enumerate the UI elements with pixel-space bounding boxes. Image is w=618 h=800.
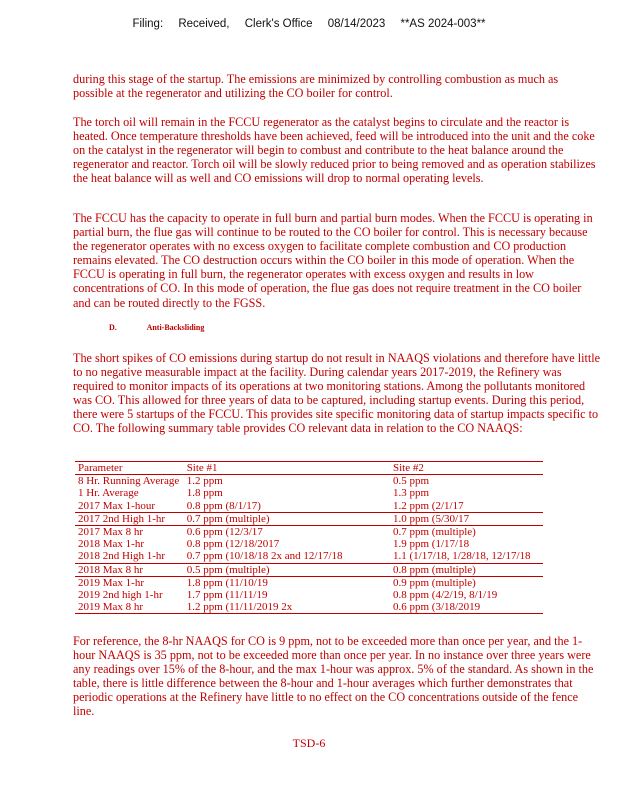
row-site-2: 1.0 ppm (5/30/17 bbox=[390, 512, 543, 525]
row-site-1: 0.8 ppm (8/1/17) bbox=[186, 499, 261, 512]
table-row bbox=[75, 475, 543, 488]
row-parameter: 8 Hr. Running Average bbox=[78, 475, 180, 488]
paragraph-5 bbox=[73, 634, 601, 719]
row-site-1: 1.7 ppm (11/11/19 bbox=[186, 589, 268, 602]
table-row bbox=[75, 563, 543, 576]
table-row bbox=[75, 589, 543, 601]
row-site-1: 0.7 ppm (multiple) bbox=[184, 512, 390, 525]
paragraph-text: The torch oil will remain in the FCCU regenerator as the catalyst begins to circulate and the reactor is heated. Once temperature thresholds have been achieved, feed will be introduced into the unit and the coke on the catalyst in the regenerator will begin to combust and contribute to the heat balance around the regenerator and reactor. Torch oil will be slowly reduced prior to being removed and as operation stabilizes the heat balance will as well and CO emissions will drop to normal operating levels. bbox=[73, 115, 596, 186]
row-site-1: 0.7 ppm (10/18/18 2x and 12/17/18 bbox=[186, 550, 343, 563]
row-site-1: 1.2 ppm bbox=[186, 475, 223, 488]
row-site-2: 0.5 ppm bbox=[393, 475, 430, 488]
row-parameter: 2019 Max 8 hr bbox=[75, 601, 184, 614]
row-parameter: 2018 2nd High 1-hr bbox=[78, 550, 166, 563]
docket-number: **AS 2024-003** bbox=[400, 18, 486, 30]
row-parameter: 2017 Max 8 hr bbox=[75, 526, 184, 539]
row-parameter: 2018 Max 1-hr bbox=[78, 538, 144, 551]
header-site-1: Site #1 bbox=[184, 462, 390, 475]
row-parameter: 2019 2nd high 1-hr bbox=[78, 589, 163, 602]
row-site-2: 0.8 ppm (multiple) bbox=[390, 563, 543, 576]
page-number: TSD-6 bbox=[292, 736, 326, 750]
row-site-2: 0.6 ppm (3/18/2019 bbox=[390, 601, 543, 614]
row-site-2: 1.9 ppm (1/17/18 bbox=[393, 538, 470, 551]
row-parameter: 2019 Max 1-hr bbox=[75, 576, 184, 589]
paragraph-text: For reference, the 8-hr NAAQS for CO is 9 ppm, not to be exceeded more than once per year, and the 1-hour NAAQS is 35 ppm, not to be exceeded more than once per year. In no instance over three years were any readings over 15% of the 8-hour, and the max 1-hour was approx. 5% of the standard. As shown in the table, there is little difference between the 8-hour and 1-hour averages which further demonstrates that periodic operations at the Refinery have little to no effect on the CO concentrations outside of the fence line. bbox=[73, 634, 594, 719]
row-site-1: 0.6 ppm (12/3/17 bbox=[184, 526, 390, 539]
table-header-row bbox=[75, 462, 543, 475]
table-row bbox=[75, 601, 543, 614]
table-row bbox=[75, 538, 543, 550]
row-site-2: 1.3 ppm bbox=[393, 487, 430, 500]
row-site-2: 0.9 ppm (multiple) bbox=[390, 576, 543, 589]
row-site-1: 0.8 ppm (12/18/2017 bbox=[186, 538, 280, 551]
paragraph-text: during this stage of the startup. The emissions are minimized by controlling combustion as much as possible at the regenerator and utilizing the CO boiler for control. bbox=[73, 72, 559, 101]
section-title: Anti-Backsliding bbox=[146, 323, 205, 332]
clerks-office-label: Clerk's Office bbox=[244, 18, 313, 30]
section-heading bbox=[109, 323, 204, 332]
row-site-2: 0.8 ppm (4/2/19, 8/1/19 bbox=[393, 589, 498, 602]
row-site-2: 0.7 ppm (multiple) bbox=[390, 526, 543, 539]
paragraph-2 bbox=[73, 115, 601, 185]
table-row bbox=[75, 487, 543, 499]
paragraph-text: The FCCU has the capacity to operate in full burn and partial burn modes. When the FCCU is operating in partial burn, the flue gas will continue to be routed to the CO boiler for control. This is necessary because the regenerator operates with no excess oxygen to facilitate complete combustion and CO production remains elevated. The CO destruction occurs within the CO boiler in this mode of operation. When the FCCU is operating in full burn, the regenerator operates with excess oxygen and results in low concentrations of CO. In this mode of operation, the flue gas does not require treatment in the CO boiler and can be routed directly to the FGSS. bbox=[73, 211, 593, 310]
paragraph-4 bbox=[73, 351, 601, 436]
row-parameter: 2018 Max 8 hr bbox=[75, 563, 184, 576]
section-number: D. bbox=[109, 323, 117, 332]
paragraph-1 bbox=[73, 72, 601, 100]
filing-label: Filing: bbox=[132, 18, 164, 30]
table-row bbox=[75, 500, 543, 513]
table-row bbox=[75, 512, 543, 525]
header-parameter: Parameter bbox=[75, 462, 184, 475]
paragraph-3 bbox=[73, 211, 601, 310]
row-site-2: 1.2 ppm (2/1/17 bbox=[393, 499, 464, 512]
row-parameter: 1 Hr. Average bbox=[78, 487, 139, 500]
row-site-2: 1.1 (1/17/18, 1/28/18, 12/17/18 bbox=[393, 550, 531, 563]
filing-header bbox=[0, 18, 618, 30]
header-site-2: Site #2 bbox=[390, 462, 543, 475]
row-site-1: 1.8 ppm (11/10/19 bbox=[184, 576, 390, 589]
row-parameter: 2017 2nd High 1-hr bbox=[75, 512, 184, 525]
co-summary-table bbox=[75, 461, 543, 614]
table-row bbox=[75, 550, 543, 563]
row-site-1: 1.2 ppm (11/11/2019 2x bbox=[184, 601, 390, 614]
row-parameter: 2017 Max 1-hour bbox=[78, 499, 155, 512]
row-site-1: 1.8 ppm bbox=[186, 487, 223, 500]
paragraph-text: The short spikes of CO emissions during startup do not result in NAAQS violations and therefore have little to no negative measurable impact at the facility. During calendar years 2017-2019, the Refinery was required to monitor impacts of its operations at two monitoring stations. Among the pollutants monitored was CO. This allowed for three years of data to be captured, including startup events. During this period, there were 5 startups of the FCCU. This provides site specific monitoring data of startup impacts specific to CO. The following summary table provides CO relevant data in relation to the CO NAAQS: bbox=[73, 351, 601, 436]
table-row bbox=[75, 576, 543, 589]
filing-date: 08/14/2023 bbox=[327, 18, 386, 30]
received-label: Received, bbox=[178, 18, 230, 30]
table-row bbox=[75, 526, 543, 539]
row-site-1: 0.5 ppm (multiple) bbox=[184, 563, 390, 576]
